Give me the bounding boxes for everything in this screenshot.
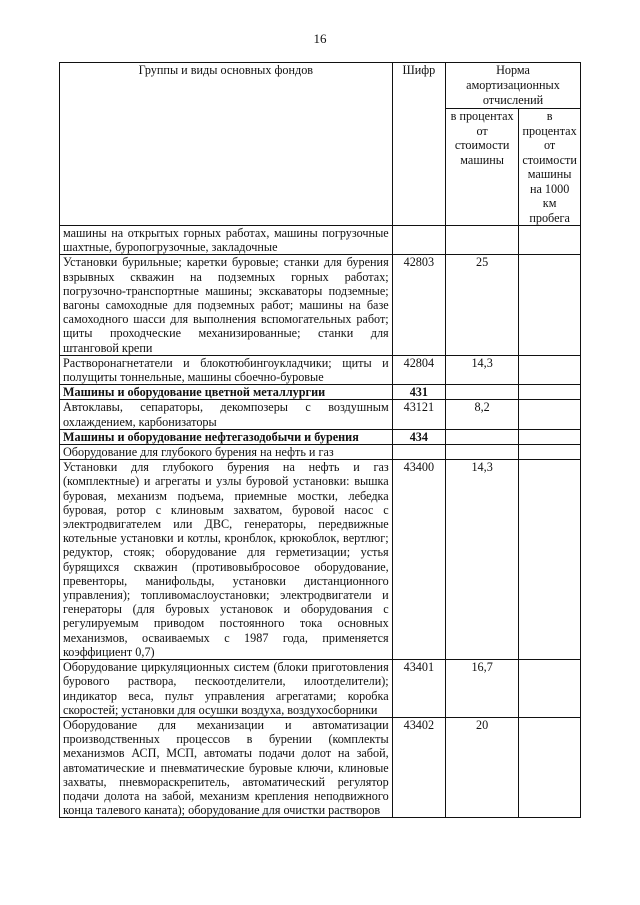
row-code: 42803 bbox=[392, 255, 445, 355]
row-code: 43400 bbox=[392, 460, 445, 660]
table-row bbox=[60, 460, 581, 660]
row-name: Растворонагнетатели и блокотюбингоукладчики; щиты и полущиты тоннельные, машины сбоечно-буровые bbox=[60, 355, 393, 384]
row-rate: 16,7 bbox=[446, 660, 519, 718]
row-name: машины на открытых горных работах, машины погрузочные шахтные, буропогрузочные, закладочные bbox=[60, 226, 393, 255]
row-rate-km bbox=[519, 460, 581, 660]
depreciation-table bbox=[59, 62, 581, 818]
row-rate-km bbox=[519, 355, 581, 384]
group-row bbox=[60, 429, 581, 444]
row-rate-km bbox=[519, 660, 581, 718]
row-code: 43401 bbox=[392, 660, 445, 718]
table-row bbox=[60, 400, 581, 429]
row-rate-km bbox=[519, 385, 581, 400]
subgroup-name: Оборудование для глубокого бурения на нефть и газ bbox=[60, 445, 393, 460]
row-rate-km bbox=[519, 400, 581, 429]
row-rate: 8,2 bbox=[446, 400, 519, 429]
row-rate bbox=[446, 385, 519, 400]
header-norm: Норма амортизационных отчислений bbox=[446, 63, 581, 109]
row-rate: 20 bbox=[446, 717, 519, 817]
row-rate-km bbox=[519, 445, 581, 460]
table-row bbox=[60, 660, 581, 718]
row-name: Оборудование для механизации и автоматизации производственных процессов в бурении (комплекты механизмов АСП, МСП, автоматы подачи долот на забой, автоматические и пневматические буровые ключи, клиновые захваты, пневмораскрепитель, автоматический регулятор подачи долота на забой, механизм крепления неподвижного конца талевого каната); оборудование для очистки растворов bbox=[60, 717, 393, 817]
row-code bbox=[392, 445, 445, 460]
row-code bbox=[392, 226, 445, 255]
group-row bbox=[60, 385, 581, 400]
row-rate-km bbox=[519, 226, 581, 255]
row-rate-km bbox=[519, 255, 581, 355]
row-rate bbox=[446, 429, 519, 444]
row-code: 42804 bbox=[392, 355, 445, 384]
row-rate: 14,3 bbox=[446, 460, 519, 660]
row-name: Установки для глубокого бурения на нефть и газ (комплектные) и агрегаты и узлы буровой установки: вышка буровая, механизм подъема, приемные мостки, лебедка буровая, ротор с клиновым захватом, буровой насос с электродвигателем или ДВС, генераторы, передвижные котельные установки и котлы, кронблок, крюкоблок, вертлюг; редуктор, стояк; оборудование для герметизации; устья бурящихся скважин (противовыбросовое оборудование, превенторы, манифольды, установки дистанционного управления); топливомаслоустановки; электродвигатели и генераторы (для буровых установок и оборудования с регулируемым приводом постоянного тока основных механизмов, осваиваемых с 1987 года, применяется коэффициент 0,7) bbox=[60, 460, 393, 660]
header-code: Шифр bbox=[392, 63, 445, 226]
group-code: 434 bbox=[392, 429, 445, 444]
header-groups: Группы и виды основных фондов bbox=[60, 63, 393, 226]
row-rate: 25 bbox=[446, 255, 519, 355]
table-row bbox=[60, 355, 581, 384]
table-row bbox=[60, 226, 581, 255]
row-rate-km bbox=[519, 429, 581, 444]
page-number: 16 bbox=[313, 31, 327, 46]
row-name: Оборудование циркуляционных систем (блоки приготовления бурового раствора, пескоотделители, илоотделители); индикатор веса, пульт управления агрегатами; коробка скоростей; установки для осушки воздуха, воздухосборники bbox=[60, 660, 393, 718]
row-code: 43121 bbox=[392, 400, 445, 429]
group-name: Машины и оборудование нефтегазодобычи и бурения bbox=[60, 429, 393, 444]
table-row bbox=[60, 717, 581, 817]
header-pct-cost: в процентах от стоимости машины bbox=[446, 109, 519, 226]
row-name: Установки бурильные; каретки буровые; станки для бурения взрывных скважин на подземных горных работах; погрузочно-транспортные машины; экскаваторы подземные; вагоны самоходные для подземных работ; машины на базе самоходного шасси для выполнения вспомогательных работ; щиты проходческие механизированные; станки для штанговой крепи bbox=[60, 255, 393, 355]
subgroup-row bbox=[60, 445, 581, 460]
table-row bbox=[60, 255, 581, 355]
row-rate bbox=[446, 445, 519, 460]
row-rate bbox=[446, 226, 519, 255]
row-name: Автоклавы, сепараторы, декомпозеры с воздушным охлаждением, карбонизаторы bbox=[60, 400, 393, 429]
row-code: 43402 bbox=[392, 717, 445, 817]
row-rate: 14,3 bbox=[446, 355, 519, 384]
group-name: Машины и оборудование цветной металлургии bbox=[60, 385, 393, 400]
header-row bbox=[60, 63, 581, 109]
header-pct-km: в процентах от стоимости машины на 1000 км пробега bbox=[519, 109, 581, 226]
row-rate-km bbox=[519, 717, 581, 817]
group-code: 431 bbox=[392, 385, 445, 400]
